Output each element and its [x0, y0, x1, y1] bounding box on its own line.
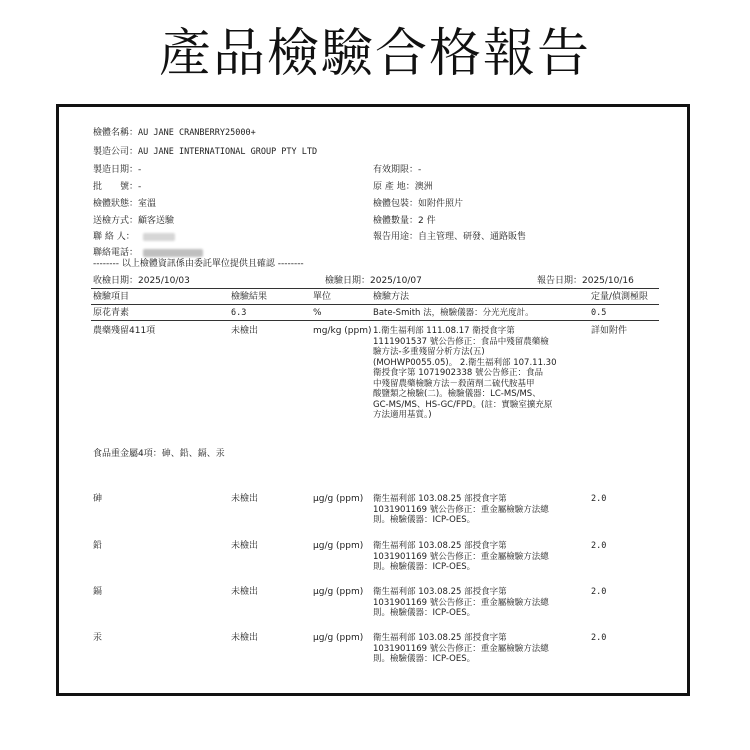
test-report-document — [56, 104, 690, 696]
table-row-result: 6.3 — [231, 308, 247, 318]
col-header-limit: 定量/偵測極限 — [591, 292, 649, 302]
sample-state: 檢體狀態：室溫 — [93, 199, 157, 209]
table-header-rule — [91, 304, 659, 305]
table-row-method: 衛生福利部 103.08.25 部授食字第 1031901169 號公告修正：重金屬檢驗方法總 則。檢驗儀器：ICP-OES。 — [373, 494, 549, 525]
table-row-limit: 2.0 — [591, 633, 607, 643]
table-row-limit: 0.5 — [591, 308, 607, 318]
test-date: 檢驗日期：2025/10/07 — [325, 276, 422, 286]
table-row-limit: 2.0 — [591, 494, 607, 504]
table-row-unit: µg/g (ppm) — [313, 633, 364, 643]
table-row-result: 未檢出 — [231, 541, 259, 551]
table-row-result: 未檢出 — [231, 633, 259, 643]
provided-info-note: -------- 以上檢體資訊係由委託單位提供且確認 -------- — [93, 259, 304, 269]
packaging: 檢體包裝：如附件照片 — [373, 199, 464, 209]
table-row-limit: 詳如附件 — [591, 326, 628, 336]
table-row-result: 未檢出 — [231, 494, 259, 504]
table-row-result: 未檢出 — [231, 587, 259, 597]
delivery-method: 送檢方式：顧客送驗 — [93, 216, 175, 226]
table-row-item: 砷 — [93, 494, 103, 504]
col-header-result: 檢驗結果 — [231, 292, 268, 302]
contact-person: 聯 絡 人： — [93, 232, 135, 242]
report-purpose: 報告用途：自主管理、研發、通路販售 — [373, 232, 527, 242]
table-row-item: 原花青素 — [93, 308, 130, 318]
manufacturer: 製造公司：AU JANE INTERNATIONAL GROUP PTY LTD — [93, 147, 318, 157]
table-row-item: 鎘 — [93, 587, 103, 597]
redacted-phone — [143, 249, 203, 257]
expiry-date: 有效期限：- — [373, 165, 422, 175]
col-header-method: 檢驗方法 — [373, 292, 410, 302]
received-date: 收檢日期：2025/10/03 — [93, 276, 190, 286]
table-row-rule — [91, 320, 659, 321]
manufacture-date: 製造日期：- — [93, 165, 142, 175]
table-row-method: 衛生福利部 103.08.25 部授食字第 1031901169 號公告修正：重金屬檢驗方法總 則。檢驗儀器：ICP-OES。 — [373, 633, 549, 664]
contact-phone: 聯絡電話： — [93, 248, 139, 258]
table-row-unit: mg/kg (ppm) — [313, 326, 372, 336]
report-date: 報告日期：2025/10/16 — [537, 276, 634, 286]
table-row-unit: % — [313, 308, 322, 318]
table-row-method: 1.衛生福利部 111.08.17 衛授食字第 1111901537 號公告修正：食品中殘留農藥檢 驗方法-多重殘留分析方法(五) (MOHWP0055.05)。 2.衛生福利部 107.11.30 衛授食字第 1071902338 號公告修正：食品 中殘留農藥檢驗方法－殺菌劑二硫代胺基甲 酸鹽類之檢驗(二)。檢驗儀器：LC-MS/MS、 GC-MS/MS、HS-GC/FPD。(註：實驗室擴充原 方法適用基質。) — [373, 326, 557, 420]
col-header-item: 檢驗項目 — [93, 292, 130, 302]
table-row-unit: µg/g (ppm) — [313, 494, 364, 504]
table-row-item: 鉛 — [93, 541, 103, 551]
report-title: 產品檢驗合格報告 — [158, 24, 591, 84]
sample-quantity: 檢體數量：2 件 — [373, 216, 436, 226]
table-row-method: 衛生福利部 103.08.25 部授食字第 1031901169 號公告修正：重金屬檢驗方法總 則。檢驗儀器：ICP-OES。 — [373, 541, 549, 572]
table-row-result: 未檢出 — [231, 326, 259, 336]
table-row-item: 汞 — [93, 633, 103, 643]
sample-name: 檢體名稱：AU JANE CRANBERRY25000+ — [93, 128, 256, 138]
table-row-limit: 2.0 — [591, 587, 607, 597]
heavy-metals-heading: 食品重金屬4項：砷、鉛、鎘、汞 — [93, 449, 225, 459]
table-row-unit: µg/g (ppm) — [313, 541, 364, 551]
table-row-method: Bate-Smith 法，檢驗儀器：分光光度計。 — [373, 308, 534, 318]
origin: 原 產 地：澳洲 — [373, 182, 433, 192]
col-header-unit: 單位 — [313, 292, 332, 302]
redacted-contact — [143, 233, 175, 241]
table-row-unit: µg/g (ppm) — [313, 587, 364, 597]
batch-number: 批 號：- — [93, 182, 142, 192]
table-top-rule — [91, 288, 659, 289]
table-row-item: 農藥殘留411項 — [93, 326, 156, 336]
table-row-limit: 2.0 — [591, 541, 607, 551]
table-row-method: 衛生福利部 103.08.25 部授食字第 1031901169 號公告修正：重金屬檢驗方法總 則。檢驗儀器：ICP-OES。 — [373, 587, 549, 618]
